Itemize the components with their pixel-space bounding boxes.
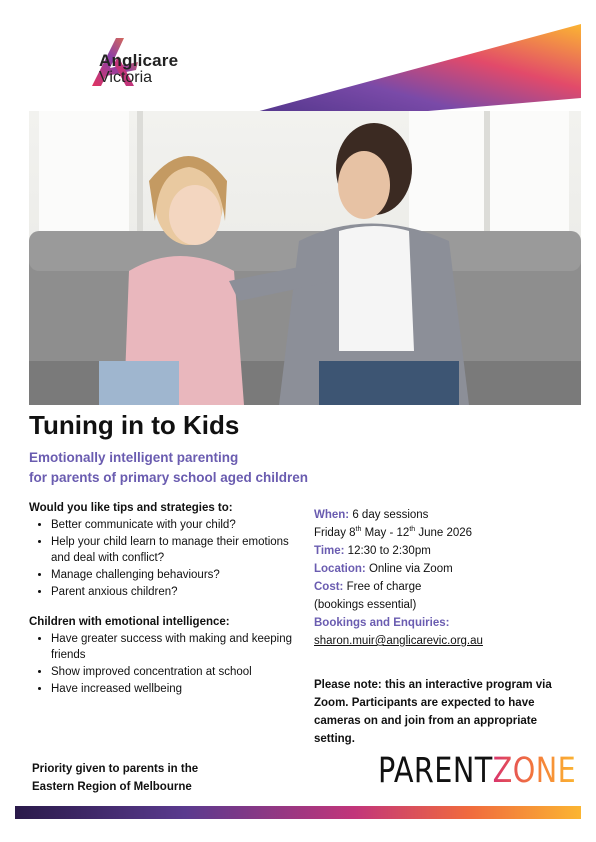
location-value: Online via Zoom bbox=[368, 563, 453, 575]
subtitle-line2: for parents of primary school aged children bbox=[29, 470, 309, 485]
left-column bbox=[29, 502, 299, 698]
list-item: • Parent anxious children? bbox=[51, 584, 299, 600]
ei-heading: Children with emotional intelligence: bbox=[29, 616, 230, 628]
list-item: • Show improved concentration at school bbox=[51, 664, 299, 680]
list-item: • Manage challenging behaviours? bbox=[51, 567, 299, 583]
when-label: When: bbox=[314, 509, 350, 521]
tips-list bbox=[29, 517, 299, 600]
date-sup1: th bbox=[355, 526, 362, 534]
logo-line1: Anglicare bbox=[99, 51, 179, 70]
time-value: 12:30 to 2:30pm bbox=[347, 545, 431, 557]
cost-label: Cost: bbox=[314, 581, 344, 593]
priority-note bbox=[32, 760, 292, 796]
page-title: Tuning in to Kids bbox=[29, 410, 240, 440]
cost-value: Free of charge bbox=[346, 581, 422, 593]
list-item: • Have increased wellbeing bbox=[51, 681, 299, 697]
cost-note: (bookings essential) bbox=[314, 599, 417, 611]
when-row bbox=[314, 506, 574, 524]
date-row bbox=[314, 524, 574, 542]
zoom-note: Please note: this an interactive program via Zoom. Participants are expected to have cameras on and join from an appropriate setting. bbox=[314, 679, 552, 745]
parentzone-logo bbox=[378, 751, 577, 791]
time-label: Time: bbox=[314, 545, 345, 557]
list-item: • Have greater success with making and keeping friends bbox=[51, 631, 299, 663]
ei-list bbox=[29, 631, 299, 697]
when-value: 6 day sessions bbox=[352, 509, 429, 521]
list-item: • Help your child learn to manage their emotions and deal with conflict? bbox=[51, 534, 299, 566]
email-link[interactable]: sharon.muir@anglicarevic.org.au bbox=[314, 635, 483, 647]
subtitle-line1: Emotionally intelligent parenting bbox=[29, 450, 239, 465]
logo-wordmark bbox=[99, 52, 178, 86]
subtitle bbox=[29, 448, 308, 488]
bookings-label: Bookings and Enquiries: bbox=[314, 617, 450, 629]
list-item: • Better communicate with your child? bbox=[51, 517, 299, 533]
date-suffix: June 2026 bbox=[415, 527, 473, 539]
hero-photo bbox=[29, 111, 581, 405]
cost-row bbox=[314, 578, 574, 596]
date-prefix: Friday 8 bbox=[314, 527, 356, 539]
parentzone-part1: PARENT bbox=[378, 751, 493, 791]
date-mid: May - 12 bbox=[361, 527, 410, 539]
logo-line2: Victoria bbox=[99, 69, 153, 86]
time-row bbox=[314, 542, 574, 560]
location-row bbox=[314, 560, 574, 578]
location-label: Location: bbox=[314, 563, 366, 575]
priority-line1: Priority given to parents in the bbox=[32, 763, 199, 775]
parentzone-part2: ZONE bbox=[492, 751, 577, 791]
priority-line2: Eastern Region of Melbourne bbox=[32, 781, 192, 793]
details-column bbox=[314, 506, 574, 650]
date-sup2: th bbox=[409, 526, 416, 534]
tips-heading: Would you like tips and strategies to: bbox=[29, 502, 233, 514]
footer-gradient-bar bbox=[15, 806, 581, 819]
